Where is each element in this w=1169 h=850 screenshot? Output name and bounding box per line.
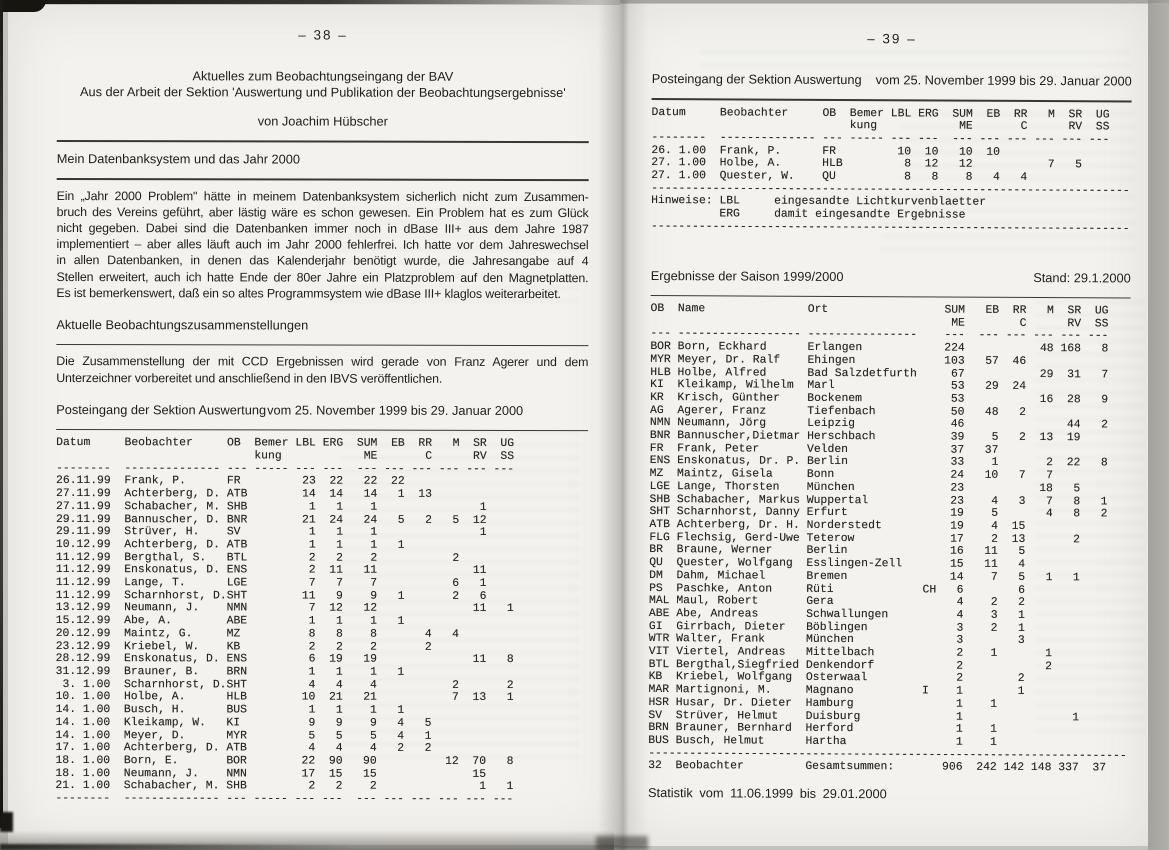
page-number-39: – 39 – bbox=[867, 31, 917, 47]
horizontal-rule bbox=[651, 295, 1131, 299]
ergebnisse-stand: Stand: 29.1.2000 bbox=[1033, 269, 1131, 286]
section-heading-zusammenstellungen: Aktuelle Beobachtungszusammenstellungen bbox=[56, 316, 309, 333]
page-number-38: – 38 – bbox=[298, 27, 348, 43]
posteingang-table-page-39: Datum Beobachter OB Bemer LBL ERG SUM EB RR M SR UG kung ME C RV SS -------- -------------- --- ----- --- --- --- --- --- --- --- --- 26. 1.00 Frank, P. FR 10 10 10 10 27. 1.00 Holbe, A. HLB 8 12 12 7 5 27. 1.00 Quester, W. QU 8 8 8 4 4 ---------------------------------------------------------------------- Hinweise: LBL eingesandte Lichtkurvenblaetter ERG damit eingesandte Ergebnisse ---------------------------------------------------------------------- bbox=[650, 106, 1130, 236]
text-line: Unterzeichner vorbereitet und anschließend in den IBVS veröffentlichen. bbox=[56, 370, 443, 386]
horizontal-rule bbox=[56, 344, 588, 347]
text-line: bruch des Vereins geführt, aber lästig wäre es schon gewesen. Ein Problem hat es zum Glück bbox=[56, 204, 589, 220]
posteingang-period: vom 25. November 1999 bis 29. Januar 2000 bbox=[267, 402, 524, 418]
text-line: nicht gegeben. Dabei sind die Datenbanken immer noch in dBase III+ aus dem Jahre 1987 bbox=[56, 220, 589, 237]
scan-edge-artifact bbox=[0, 0, 600, 4]
ergebnisse-table: OB Name Ort SUM EB RR M SR UG ME C RV SS --- ------------------ ---------------- --- --- --- --- --- --- BOR Born, Eckhard Erlangen 224 48 168 8 MYR Meyer, Dr. Ralf Ehingen 103 57 46 HLB Holbe, Alfred Bad Salzdetfurth 67 29 31 7 KI Kleikamp, Wilhelm Marl 53 29 24 KR Krisch, Günther Bockenem 53 16 28 9 AG Agerer, Franz Tiefenbach 50 48 2 NMN Neumann, Jörg Leipzig 46 44 2 BNR Bannuscher,Dietmar Herschbach 39 5 2 13 19 FR Frank, Peter Velden 37 37 ENS Enskonatus, Dr. P. Berlin 33 1 2 22 8 MZ Maintz, Gisela Bonn 24 10 7 7 LGE Lange, Thorsten München 23 18 5 SHB Schabacher, Markus Wuppertal 23 4 3 7 8 1 SHT Scharnhorst, Danny Erfurt 19 5 4 8 2 ATB Achterberg, Dr. H. Norderstedt 19 4 15 FLG Flechsig, Gerd-Uwe Teterow 17 2 13 2 BR Braune, Werner Berlin 16 11 5 QU Quester, Wolfgang Esslingen-Zell 15 11 4 DM Dahm, Michael Bremen 14 7 5 1 1 PS Paschke, Anton Rüti CH 6 6 MAL Maul, Robert Gera 4 2 2 ABE Abe, Andreas Schwallungen 4 3 1 GI Girrbach, Dieter Böblingen 3 2 1 WTR Walter, Frank München 3 3 VIT Viertel, Andreas Mittelbach 2 1 1 BTL Bergthal,Siegfried Denkendorf 2 2 KB Kriebel, Wolfgang Osterwaal 2 2 MAR Martignoni, M. Magnano I 1 1 HSR Husar, Dr. Dieter Hamburg 1 1 SV Strüver, Helmut Duisburg 1 1 BRN Brauner, Bernhard Herford 1 1 BUS Busch, Helmut Hartha 1 1 ---------------------------------------------------------------------- 32 Beobachter Gesamtsummen: 906 242 142 148 337 37 bbox=[648, 303, 1127, 775]
text-line: Ein „Jahr 2000 Problem" hätte in meinem Datenbanksystem sicherlich nicht zum Zusammen- bbox=[56, 188, 589, 204]
text-line: Es ist bemerkenswert, daß ein so altes Programmsystem wie dBase III+ klaglos weiterarbeitet. bbox=[56, 285, 561, 301]
section-heading-datenbanksystem: Mein Datenbanksystem und das Jahr 2000 bbox=[56, 150, 301, 167]
posteingang-period: vom 25. November 1999 bis 29. Januar 2000 bbox=[875, 72, 1132, 89]
scan-edge-artifact bbox=[1148, 0, 1169, 850]
article-title-line2: Aus der Arbeit der Sektion 'Auswertung und Publikation der Beobachtungsergebnisse' bbox=[79, 84, 566, 101]
text-line: implementiert – aber alles läuft auch im Jahr 2000 fehlerfrei. Ich hatte vor dem Jahreswechsel bbox=[56, 237, 589, 253]
scan-edge-artifact bbox=[620, 0, 1169, 3]
bleed-through-artifact bbox=[330, 195, 580, 305]
paragraph-ccd bbox=[56, 353, 588, 387]
posteingang-title-row bbox=[56, 402, 523, 418]
horizontal-rule bbox=[652, 98, 1132, 102]
text-line: in allen Datenbanken, in denen das Kalenderjahr benötigt wurde, die Jahresangabe auf 4 bbox=[56, 253, 589, 269]
bleed-through-artifact bbox=[880, 195, 1135, 255]
posteingang-title: Posteingang der Sektion Auswertung bbox=[651, 70, 862, 88]
statistik-line: Statistik vom 11.06.1999 bis 29.01.2000 bbox=[647, 785, 887, 802]
bleed-through-artifact bbox=[700, 50, 1130, 78]
text-line: Die Zusammenstellung der mit CCD Ergebnissen wird gerade von Franz Agerer und dem bbox=[56, 354, 589, 370]
ergebnisse-title: Ergebnisse der Saison 1999/2000 bbox=[650, 267, 844, 284]
ergebnisse-title-row bbox=[651, 268, 1131, 286]
scan-edge-artifact bbox=[0, 0, 3, 828]
posteingang-title: Posteingang der Sektion Auswertung bbox=[56, 401, 267, 418]
bleed-through-artifact bbox=[1035, 300, 1145, 740]
posteingang-table-page-38: Datum Beobachter OB Bemer LBL ERG SUM EB RR M SR UG kung ME C RV SS -------- -------------- --- ----- --- --- --- --- --- --- --- --- 26.11.99 Frank, P. FR 23 22 22 22 27.11.99 Achterberg, D. ATB 14 14 14 1 13 27.11.99 Schabacher, M. SHB 1 1 1 1 29.11.99 Bannuscher, D. BNR 21 24 24 5 2 5 12 29.11.99 Strüver, H. SV 1 1 1 1 10.12.99 Achterberg, D. ATB 1 1 1 1 11.12.99 Bergthal, S. BTL 2 2 2 2 11.12.99 Enskonatus, D. ENS 2 11 11 11 11.12.99 Lange, T. LGE 7 7 7 6 1 11.12.99 Scharnhorst, D.SHT 11 9 9 1 2 6 13.12.99 Neumann, J. NMN 7 12 12 11 1 15.12.99 Abe, A. ABE 1 1 1 1 20.12.99 Maintz, G. MZ 8 8 8 4 4 23.12.99 Kriebel, W. KB 2 2 2 2 28.12.99 Enskonatus, D. ENS 6 19 19 11 8 31.12.99 Brauner, B. BRN 1 1 1 1 3. 1.00 Scharnhorst, D.SHT 4 4 4 2 2 10. 1.00 Holbe, A. HLB 10 21 21 7 13 1 14. 1.00 Busch, H. BUS 1 1 1 1 14. 1.00 Kleikamp, W. KI 9 9 9 4 5 14. 1.00 Meyer, D. MYR 5 5 5 4 1 17. 1.00 Achterberg, D. ATB 4 4 4 2 2 18. 1.00 Born, E. BOR 22 90 90 12 70 8 18. 1.00 Neumann, J. NMN 17 15 15 15 21. 1.00 Schabacher, M. SHB 2 2 2 1 1 -------- -------------- --- ----- --- --- --- --- --- --- --- --- bbox=[55, 437, 515, 806]
text-line: Stellen erweitert, auch ich hatte Ende der 80er Jahre ein Platzproblem auf den Magnetplatten. bbox=[56, 269, 589, 285]
bleed-through-artifact bbox=[340, 430, 580, 760]
horizontal-rule bbox=[57, 178, 589, 181]
article-title-line1: Aktuelles zum Beobachtungseingang der BAV bbox=[192, 68, 454, 84]
horizontal-rule bbox=[57, 140, 589, 143]
bleed-through-artifact bbox=[900, 112, 1135, 182]
byline: von Joachim Hübscher bbox=[257, 113, 388, 129]
